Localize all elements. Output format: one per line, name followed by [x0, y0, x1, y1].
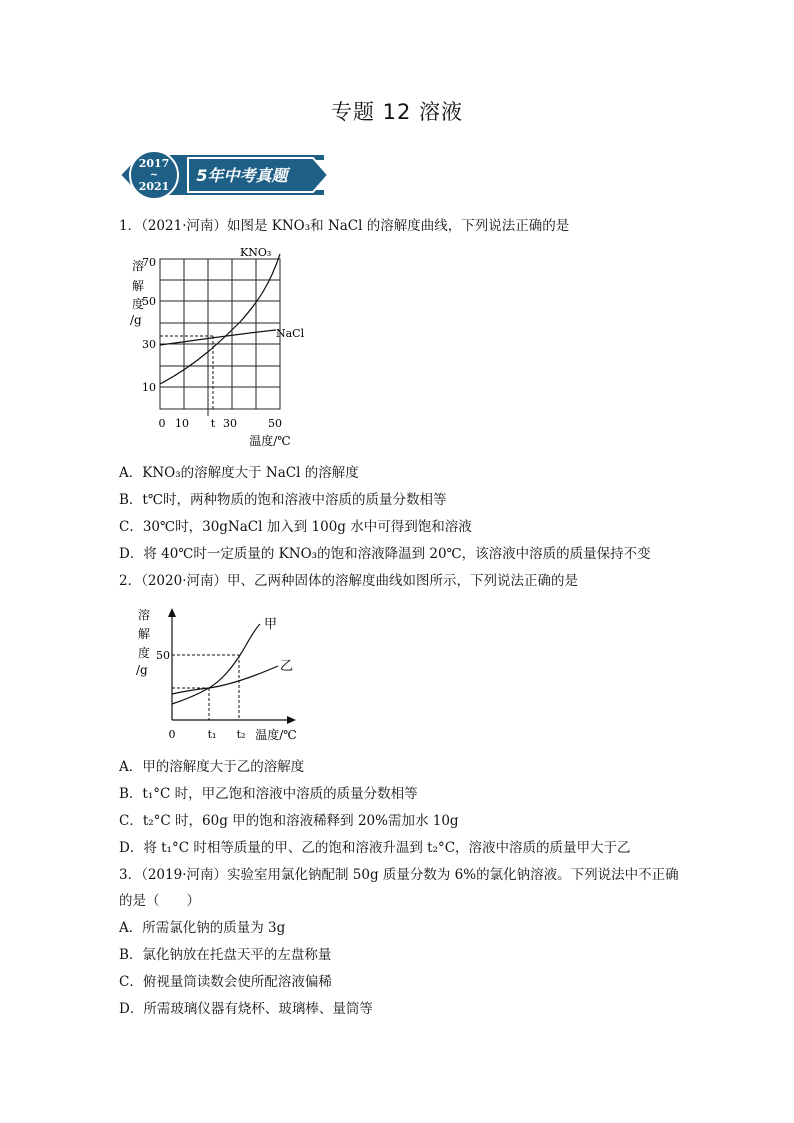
- q1-series-nacl: NaCl: [276, 327, 305, 340]
- q2-option-b: B．t₁°C 时，甲乙饱和溶液中溶质的质量分数相等: [119, 786, 418, 802]
- q1-option-b: B．t℃时，两种物质的饱和溶液中溶质的质量分数相等: [119, 492, 447, 508]
- q1-ylabel-4: /g: [130, 313, 142, 327]
- q1-ylabel-2: 解: [132, 279, 145, 293]
- q1-kno3-curve: [160, 254, 280, 384]
- q1-chart: [118, 244, 318, 450]
- q2-option-d: D．将 t₁°C 时相等质量的甲、乙的饱和溶液升温到 t₂°C，溶液中溶质的质量甲大于乙: [119, 840, 631, 856]
- q1-ylabel-1: 溶: [132, 259, 145, 273]
- page-title: 专题 12 溶液: [330, 100, 464, 124]
- banner-year-sep: ~: [149, 170, 159, 181]
- q3-option-a: A．所需氯化钠的质量为 3g: [119, 920, 286, 936]
- q2-series-yi: 乙: [280, 659, 294, 674]
- q1-option-d: D．将 40℃时一定质量的 KNO₃的饱和溶液降温到 20℃，该溶液中溶质的质量保持不变: [119, 546, 651, 562]
- q2-ylabel-4: /g: [136, 663, 148, 677]
- q1-option-c: C．30℃时，30gNaCl 加入到 100g 水中可得到饱和溶液: [119, 519, 472, 535]
- q2-xtick-t1: t₁: [207, 728, 217, 741]
- q2-series-jia: 甲: [264, 617, 278, 632]
- banner-label: 5年中考真题: [196, 166, 288, 185]
- q1-ylabel-3: 度: [132, 297, 145, 311]
- q1-ytick-10: 10: [142, 381, 156, 394]
- q1-stem: 1．（2021·河南）如图是 KNO₃和 NaCl 的溶解度曲线，下列说法正确的是: [119, 218, 570, 234]
- q3-stem-line1: 3．（2019·河南）实验室用氯化钠配制 50g 质量分数为 6%的氯化钠溶液。下列说法中不正确: [119, 867, 679, 883]
- q2-ylabel-2: 解: [138, 627, 151, 641]
- q2-ytick-50: 50: [156, 649, 170, 662]
- q3-option-c: C．俯视量筒读数会使所配溶液偏稀: [119, 974, 332, 990]
- q2-option-c: C．t₂°C 时，60g 甲的饱和溶液稀释到 20%需加水 10g: [119, 813, 459, 829]
- q2-origin: 0: [168, 728, 176, 741]
- q2-option-a: A．甲的溶解度大于乙的溶解度: [119, 759, 305, 775]
- q2-y-axis-arrow: [168, 608, 176, 617]
- banner-year-top: 2017: [138, 157, 170, 170]
- q1-grid: [160, 259, 280, 409]
- q1-option-a: A．KNO₃的溶解度大于 NaCl 的溶解度: [119, 465, 359, 481]
- q1-xtick-10: 10: [175, 417, 189, 430]
- q1-series-kno3: KNO₃: [240, 246, 272, 259]
- q1-xtick-0: 0: [158, 417, 166, 430]
- q1-ytick-30: 30: [142, 338, 156, 351]
- q3-option-b: B．氯化钠放在托盘天平的左盘称量: [119, 947, 332, 963]
- banner-year-bottom: 2021: [138, 180, 170, 193]
- section-banner: [118, 150, 328, 200]
- q3-stem-line2: 的是（ ）: [119, 893, 200, 909]
- q2-ylabel-3: 度: [138, 646, 151, 660]
- q1-xlabel: 温度/℃: [249, 434, 291, 448]
- q2-jia-curve: [172, 624, 260, 704]
- q2-xtick-t2: t₂: [236, 728, 246, 741]
- q1-xtick-50: 50: [268, 417, 282, 430]
- q2-stem: 2．（2020·河南）甲、乙两种固体的溶解度曲线如图所示，下列说法正确的是: [119, 573, 578, 589]
- q2-xlabel: 温度/℃: [255, 728, 297, 742]
- q1-ytick-50: 50: [142, 295, 156, 308]
- q2-chart: [130, 600, 320, 748]
- q1-xtick-30: 30: [223, 417, 237, 430]
- q1-ytick-70: 70: [142, 256, 156, 269]
- q2-ylabel-1: 溶: [138, 608, 151, 622]
- q1-xtick-t: t: [210, 417, 216, 430]
- q2-x-axis-arrow: [287, 716, 296, 724]
- q3-option-d: D．所需玻璃仪器有烧杯、玻璃棒、量筒等: [119, 1001, 373, 1017]
- q2-yi-curve: [172, 666, 278, 694]
